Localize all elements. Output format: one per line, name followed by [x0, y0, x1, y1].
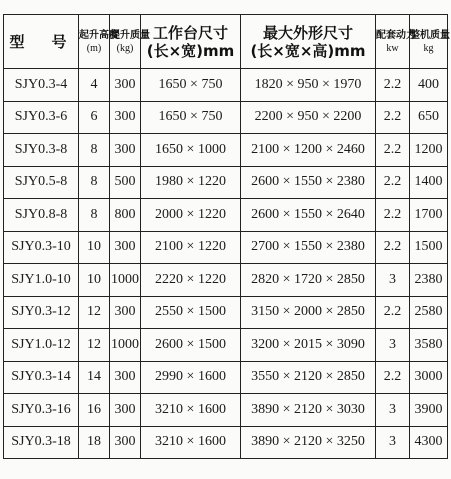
- cell-height: 8: [79, 134, 110, 167]
- cell-table-size: 2550 × 1500: [141, 296, 241, 329]
- header-table-size-title: 工作台尺寸: [152, 23, 228, 42]
- cell-model: SJY1.0-12: [4, 329, 79, 362]
- cell-outer-size: 2200 × 950 × 2200: [241, 101, 376, 134]
- cell-outer-size: 3890 × 2120 × 3030: [241, 394, 376, 427]
- header-power-unit: kw: [386, 42, 399, 54]
- cell-model: SJY0.3-12: [4, 296, 79, 329]
- cell-table-size: 2220 × 1220: [141, 264, 241, 297]
- table-header-row: [4, 15, 448, 69]
- cell-weight: 3580: [410, 329, 448, 362]
- cell-height: 10: [79, 231, 110, 264]
- cell-table-size: 1650 × 750: [141, 69, 241, 102]
- cell-capacity: 300: [110, 361, 141, 394]
- cell-height: 6: [79, 101, 110, 134]
- cell-outer-size: 2600 × 1550 × 2380: [241, 166, 376, 199]
- cell-power: 2.2: [376, 361, 410, 394]
- cell-height: 12: [79, 329, 110, 362]
- header-weight-title: 整机质量: [410, 29, 450, 41]
- cell-height: 8: [79, 166, 110, 199]
- table-row: [4, 101, 448, 134]
- cell-model: SJY0.3-16: [4, 394, 79, 427]
- cell-table-size: 2600 × 1500: [141, 329, 241, 362]
- table-row: [4, 296, 448, 329]
- cell-model: SJY0.5-8: [4, 166, 79, 199]
- cell-capacity: 300: [110, 134, 141, 167]
- cell-height: 18: [79, 426, 110, 459]
- table-row: [4, 166, 448, 199]
- table-row: [4, 69, 448, 102]
- cell-power: 3: [376, 329, 410, 362]
- cell-weight: 1400: [410, 166, 448, 199]
- cell-capacity: 300: [110, 231, 141, 264]
- cell-capacity: 300: [110, 426, 141, 459]
- cell-model: SJY0.3-8: [4, 134, 79, 167]
- cell-capacity: 1000: [110, 329, 141, 362]
- cell-capacity: 1000: [110, 264, 141, 297]
- cell-weight: 3900: [410, 394, 448, 427]
- table-row: [4, 361, 448, 394]
- cell-outer-size: 1820 × 950 × 1970: [241, 69, 376, 102]
- cell-power: 2.2: [376, 134, 410, 167]
- cell-weight: 4300: [410, 426, 448, 459]
- cell-height: 8: [79, 199, 110, 232]
- cell-height: 10: [79, 264, 110, 297]
- cell-outer-size: 3150 × 2000 × 2850: [241, 296, 376, 329]
- cell-weight: 3000: [410, 361, 448, 394]
- table-body: [4, 69, 448, 459]
- header-power: [376, 15, 416, 69]
- table-row: [4, 264, 448, 297]
- cell-power: 2.2: [376, 231, 410, 264]
- header-capacity-unit: (kg): [116, 42, 134, 54]
- cell-capacity: 300: [110, 69, 141, 102]
- cell-outer-size: 3550 × 2120 × 2850: [241, 361, 376, 394]
- cell-model: SJY0.3-6: [4, 101, 79, 134]
- header-model: [4, 15, 79, 69]
- cell-table-size: 2990 × 1600: [141, 361, 241, 394]
- cell-weight: 2580: [410, 296, 448, 329]
- header-outer-size-unit: (长×宽×高)mm: [250, 41, 366, 60]
- header-height: [79, 15, 119, 69]
- cell-power: 2.2: [376, 69, 410, 102]
- header-outer-size: [241, 15, 376, 69]
- header-model-label: 型 号: [9, 33, 73, 51]
- header-table-size-unit: (长×宽)mm: [146, 41, 235, 60]
- cell-outer-size: 2100 × 1200 × 2460: [241, 134, 376, 167]
- cell-power: 3: [376, 426, 410, 459]
- cell-table-size: 1980 × 1220: [141, 166, 241, 199]
- cell-model: SJY0.3-4: [4, 69, 79, 102]
- cell-height: 16: [79, 394, 110, 427]
- header-power-title: 配套动力: [376, 29, 416, 41]
- cell-capacity: 300: [110, 101, 141, 134]
- cell-table-size: 1650 × 1000: [141, 134, 241, 167]
- table-row: [4, 134, 448, 167]
- cell-weight: 1200: [410, 134, 448, 167]
- cell-power: 2.2: [376, 296, 410, 329]
- header-weight: [410, 15, 448, 69]
- cell-table-size: 2000 × 1220: [141, 199, 241, 232]
- cell-capacity: 300: [110, 394, 141, 427]
- cell-model: SJY1.0-10: [4, 264, 79, 297]
- table-row: [4, 426, 448, 459]
- cell-outer-size: 3890 × 2120 × 3250: [241, 426, 376, 459]
- cell-outer-size: 2700 × 1550 × 2380: [241, 231, 376, 264]
- header-table-size: [141, 15, 241, 69]
- table-row: [4, 329, 448, 362]
- cell-power: 2.2: [376, 166, 410, 199]
- cell-capacity: 300: [110, 296, 141, 329]
- cell-height: 14: [79, 361, 110, 394]
- cell-capacity: 800: [110, 199, 141, 232]
- cell-weight: 400: [410, 69, 448, 102]
- cell-outer-size: 2820 × 1720 × 2850: [241, 264, 376, 297]
- cell-table-size: 2100 × 1220: [141, 231, 241, 264]
- header-outer-size-title: 最大外形尺寸: [262, 23, 353, 42]
- cell-power: 3: [376, 264, 410, 297]
- cell-weight: 650: [410, 101, 448, 134]
- cell-table-size: 3210 × 1600: [141, 426, 241, 459]
- lift-spec-table: [3, 14, 448, 459]
- table-row: [4, 394, 448, 427]
- cell-weight: 2380: [410, 264, 448, 297]
- cell-weight: 1500: [410, 231, 448, 264]
- cell-model: SJY0.3-10: [4, 231, 79, 264]
- cell-outer-size: 2600 × 1550 × 2640: [241, 199, 376, 232]
- header-capacity-title: 提升质量: [110, 29, 150, 41]
- cell-weight: 1700: [410, 199, 448, 232]
- cell-table-size: 3210 × 1600: [141, 394, 241, 427]
- cell-model: SJY0.8-8: [4, 199, 79, 232]
- cell-capacity: 500: [110, 166, 141, 199]
- cell-power: 2.2: [376, 101, 410, 134]
- table-row: [4, 231, 448, 264]
- cell-power: 2.2: [376, 199, 410, 232]
- cell-table-size: 1650 × 750: [141, 101, 241, 134]
- header-capacity: [110, 15, 150, 69]
- header-height-unit: (m): [86, 42, 102, 54]
- header-weight-unit: kg: [423, 42, 434, 54]
- cell-model: SJY0.3-14: [4, 361, 79, 394]
- header-height-title: 起升高度: [79, 29, 119, 41]
- cell-height: 4: [79, 69, 110, 102]
- cell-power: 3: [376, 394, 410, 427]
- cell-height: 12: [79, 296, 110, 329]
- table-row: [4, 199, 448, 232]
- cell-outer-size: 3200 × 2015 × 3090: [241, 329, 376, 362]
- cell-model: SJY0.3-18: [4, 426, 79, 459]
